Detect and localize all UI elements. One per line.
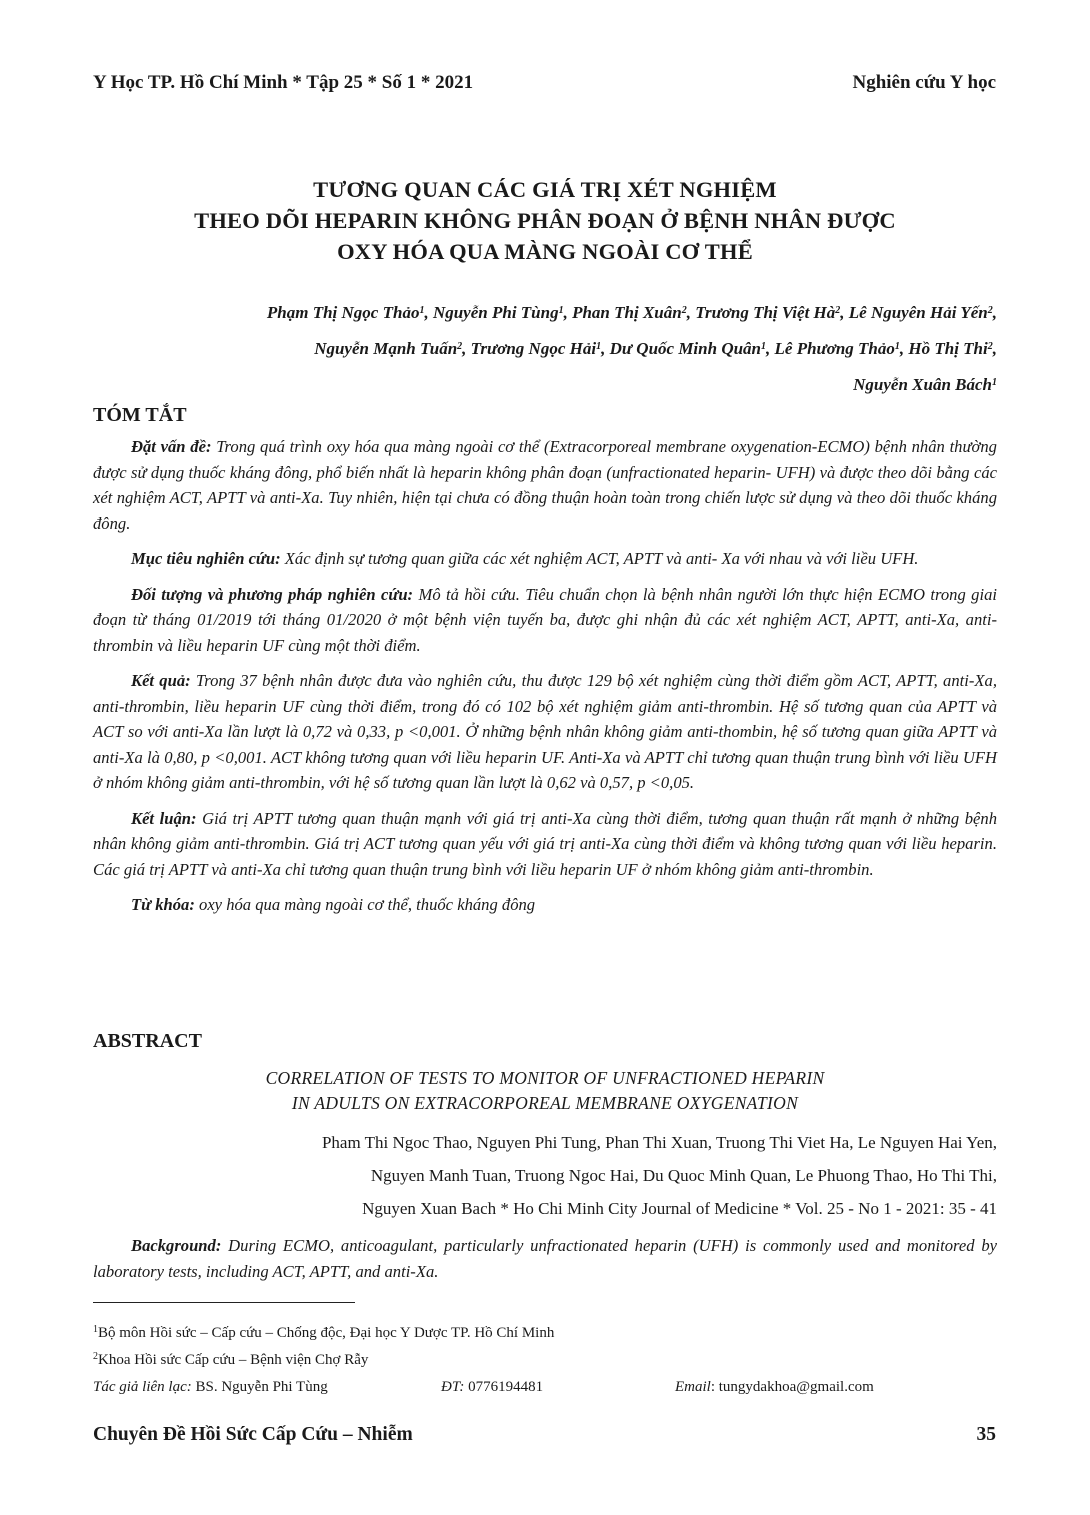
author-name: Trương Thị Việt Hà: [695, 303, 836, 322]
summary-paragraph-objective: [93, 546, 997, 572]
author-line: [93, 294, 997, 330]
author-name: Phan Thị Xuân: [572, 303, 682, 322]
author-line: Pham Thi Ngoc Thao, Nguyen Phi Tung, Phan Thi Xuan, Truong Thi Viet Ha, Le Nguyen Hai Yen,: [321, 1133, 997, 1152]
running-header-journal: Y Học TP. Hồ Chí Minh * Tập 25 * Số 1 * 2021: [93, 72, 474, 93]
separator: ,: [992, 303, 997, 322]
citation-line: Nguyen Xuan Bach * Ho Chi Minh City Journal of Medicine * Vol. 25 - No 1 - 2021: 35 - 41: [362, 1199, 997, 1218]
running-header-section: Nghiên cứu Y học: [852, 72, 996, 93]
abstract-body: [93, 1233, 997, 1294]
abstract-paragraph-background: [93, 1233, 997, 1284]
separator: ,: [424, 303, 433, 322]
paragraph-text: Trong quá trình oxy hóa qua màng ngoài cơ thể (Extracorporeal membrane oxygenation-ECMO) bệnh nhân thường được sử dụng thuốc kháng đông, phổ biến nhất là heparin không phân đoạn (unfractionated heparin- UFH) và được theo dõi bằng các xét nghiệm ACT, APTT và anti-Xa. Tuy nhiên, hiện tại chưa có đồng thuận hoàn toàn trong chiến lược sử dụng và theo dõi thuốc kháng đông.: [93, 437, 997, 533]
separator: ,: [601, 339, 610, 358]
author-name: Nguyễn Xuân Bách: [853, 375, 992, 394]
article-title: [93, 174, 997, 267]
affiliation-mark: 1: [761, 341, 767, 352]
affiliation-mark: 1: [419, 305, 425, 316]
affiliation-text: Khoa Hồi sức Cấp cứu – Bệnh viện Chợ Rẫy: [98, 1352, 369, 1368]
author-name: Lê Nguyên Hải Yến: [848, 303, 988, 322]
author-list-vietnamese: [93, 294, 997, 402]
author-line: [93, 330, 997, 366]
affiliation-mark: 1: [894, 341, 900, 352]
summary-paragraph-conclusion: [93, 806, 997, 883]
author-name: Nguyễn Mạnh Tuấn: [314, 339, 458, 358]
author-list-english: [93, 1126, 997, 1225]
affiliation-mark: 2: [987, 341, 993, 352]
contact-phone: [441, 1379, 543, 1396]
corresponding-author: [93, 1379, 328, 1396]
affiliation-mark: 2: [681, 305, 687, 316]
footnote-divider: [93, 1302, 355, 1303]
affiliation-1: [93, 1324, 554, 1342]
paragraph-text: oxy hóa qua màng ngoài cơ thể, thuốc kháng đông: [194, 895, 536, 914]
abstract-heading: ABSTRACT: [93, 1030, 202, 1052]
author-line: [93, 366, 997, 402]
abstract-title-line: CORRELATION OF TESTS TO MONITOR OF UNFRACTIONED HEPARIN: [265, 1068, 825, 1088]
contact-name: BS. Nguyễn Phi Tùng: [191, 1379, 328, 1395]
separator: ,: [992, 339, 997, 358]
author-name: Dư Quốc Minh Quân: [609, 339, 762, 358]
affiliation-mark: 2: [835, 305, 841, 316]
summary-paragraph-background: [93, 434, 997, 536]
abstract-english-title: [93, 1066, 997, 1116]
author-name: Phạm Thị Ngọc Thảo: [266, 303, 420, 322]
paragraph-label: Kết luận:: [131, 808, 197, 828]
paragraph-label: Đặt vấn đề:: [131, 437, 212, 456]
affiliation-mark: 1: [558, 305, 564, 316]
separator: ,: [686, 303, 696, 322]
title-line: THEO DÕI HEPARIN KHÔNG PHÂN ĐOẠN Ở BỆNH NHÂN ĐƯỢC: [194, 208, 896, 233]
author-name: Hồ Thị Thi: [908, 339, 988, 358]
email-address: : tungydakhoa@gmail.com: [710, 1379, 874, 1395]
summary-paragraph-keywords: [93, 892, 997, 918]
contact-label: Tác giả liên lạc:: [93, 1379, 192, 1395]
affiliation-text: Bộ môn Hồi sức – Cấp cứu – Chống độc, Đại học Y Dược TP. Hồ Chí Minh: [98, 1325, 555, 1341]
separator: ,: [462, 339, 471, 358]
page-number: 35: [976, 1424, 996, 1445]
affiliation-number: 1: [93, 1324, 98, 1335]
title-line: TƯƠNG QUAN CÁC GIÁ TRỊ XÉT NGHIỆM: [313, 177, 777, 202]
paragraph-label: Đối tượng và phương pháp nghiên cứu:: [131, 584, 414, 604]
paragraph-label: Từ khóa:: [131, 895, 195, 914]
author-name: Nguyễn Phi Tùng: [432, 303, 559, 322]
paragraph-label: Kết quả:: [131, 671, 191, 690]
phone-number: 0776194481: [464, 1379, 544, 1395]
affiliation-mark: 2: [457, 341, 463, 352]
author-name: Lê Phương Thảo: [774, 339, 895, 358]
separator: ,: [563, 303, 573, 322]
paragraph-text: During ECMO, anticoagulant, particularly unfractionated heparin (UFH) is commonly used and monitored by laboratory tests, including ACT, APTT, and anti-Xa.: [93, 1236, 997, 1281]
affiliation-mark: 2: [987, 305, 993, 316]
author-name: Trương Ngọc Hải: [470, 339, 597, 358]
summary-paragraph-methods: [93, 582, 997, 659]
separator: ,: [766, 339, 775, 358]
summary-heading: TÓM TẮT: [93, 404, 187, 426]
paragraph-label: Background:: [131, 1236, 222, 1255]
separator: ,: [899, 339, 909, 358]
separator: ,: [840, 303, 849, 322]
email-label: Email: [675, 1379, 711, 1395]
paragraph-text: Xác định sự tương quan giữa các xét nghiệm ACT, APTT và anti- Xa với nhau và với liều UFH.: [280, 549, 919, 568]
paragraph-text: Mô tả hồi cứu. Tiêu chuẩn chọn là bệnh nhân người lớn thực hiện ECMO trong giai đoạn từ tháng 01/2019 tới tháng 01/2020 ở một bệnh viện tuyến ba, được ghi nhận đủ các xét nghiệm ACT, APTT, anti-Xa, anti-thrombin và liều heparin UF cùng một thời điểm.: [93, 584, 997, 655]
paragraph-text: Trong 37 bệnh nhân được đưa vào nghiên cứu, thu được 129 bộ xét nghiệm cùng thời điểm gồm ACT, APTT, anti-Xa, anti-thrombin, liều heparin UF cùng thời điểm, trong đó có 102 bộ xét nghiệm giảm anti-thrombin. Hệ số tương quan của APTT và ACT so với anti-Xa lần lượt là 0,72 và 0,33, p <0,001. Ở những bệnh nhân không giảm anti-thombin, hệ số tương quan giữa APTT và anti-Xa là 0,80, p <0,001. ACT không tương quan với liều heparin UF. Anti-Xa và APTT chỉ tương quan thuận trung bình với liều UFH ở nhóm không giảm anti-thrombin, với hệ số tương quan lần lượt là 0,62 và 0,57, p <0,05.: [93, 671, 997, 792]
paragraph-text: Giá trị APTT tương quan thuận mạnh với giá trị anti-Xa cùng thời điểm, tương quan thuận rất mạnh ở những bệnh nhân không giảm anti-thrombin. Giá trị ACT tương quan yếu với giá trị anti-Xa cùng thời điểm và không tương quan với liều heparin. Các giá trị APTT và anti-Xa chỉ tương quan thuận trung bình với liều heparin UF ở nhóm không giảm anti-thrombin.: [93, 808, 997, 879]
summary-body: [93, 434, 997, 928]
affiliation-mark: 1: [596, 341, 602, 352]
affiliation-mark: 1: [992, 377, 997, 388]
title-line: OXY HÓA QUA MÀNG NGOÀI CƠ THỂ: [337, 239, 753, 264]
affiliation-number: 2: [93, 1351, 98, 1362]
affiliation-2: [93, 1351, 368, 1369]
abstract-title-line: IN ADULTS ON EXTRACORPOREAL MEMBRANE OXYGENATION: [291, 1093, 799, 1113]
contact-email: [675, 1379, 874, 1396]
summary-paragraph-results: [93, 668, 997, 796]
phone-label: ĐT:: [441, 1379, 465, 1395]
footer-issue-title: Chuyên Đề Hồi Sức Cấp Cứu – Nhiễm: [93, 1424, 413, 1445]
paragraph-label: Mục tiêu nghiên cứu:: [131, 549, 281, 568]
author-line: Nguyen Manh Tuan, Truong Ngoc Hai, Du Quoc Minh Quan, Le Phuong Thao, Ho Thi Thi,: [370, 1166, 997, 1185]
